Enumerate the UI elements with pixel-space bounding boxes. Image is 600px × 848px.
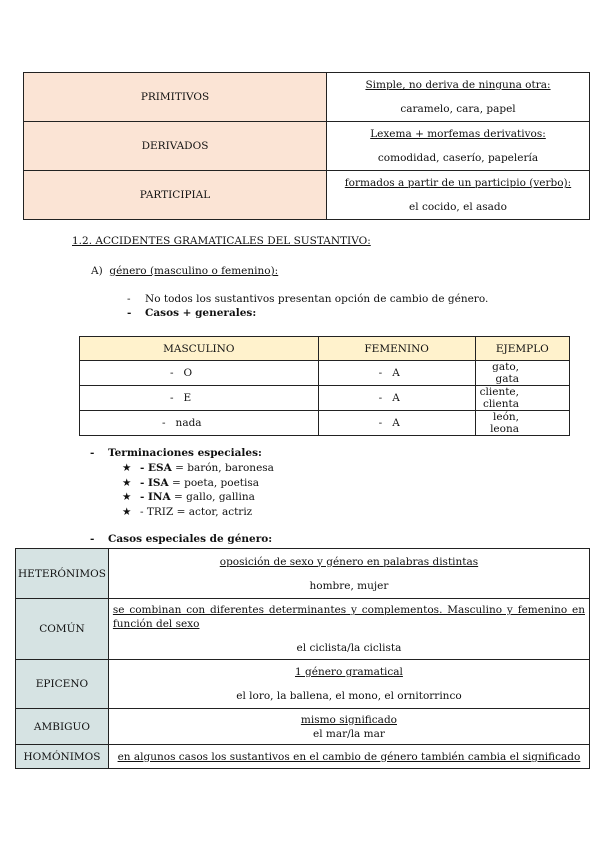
- row-label: PARTICIPIAL: [24, 171, 327, 220]
- row-label: HOMÓNIMOS: [16, 745, 109, 769]
- row-label: HETERÓNIMOS: [16, 549, 109, 599]
- table-row: [16, 745, 590, 769]
- table-row: [80, 361, 570, 386]
- star-icon: ★: [122, 505, 132, 518]
- list-item: [122, 476, 274, 491]
- example-text: el cocido, el asado: [409, 201, 507, 213]
- row-definition-cell: [327, 73, 590, 122]
- bullet-item: - Casos especiales de género:: [90, 533, 273, 545]
- row-definition-cell: [327, 171, 590, 220]
- special-cases-table: [15, 548, 590, 769]
- special-cases-title: Casos especiales de género:: [108, 533, 273, 545]
- special-endings-title: Terminaciones especiales:: [108, 447, 262, 459]
- table-row: [24, 73, 590, 122]
- table-cell: gato, gata: [475, 361, 569, 386]
- definition-text: oposición de sexo y género en palabras distintas: [219, 555, 479, 568]
- bullet-text: No todos los sustantivos presentan opción de cambio de género.: [145, 293, 489, 305]
- gender-table: [79, 336, 570, 436]
- list-item: [122, 505, 274, 520]
- special-endings-list: [122, 461, 274, 519]
- example-text: comodidad, caserío, papelería: [377, 152, 539, 164]
- row-label: DERIVADOS: [24, 122, 327, 171]
- table-row: [16, 660, 590, 709]
- subsection-text: género (masculino o femenino):: [109, 265, 279, 277]
- list-item: [122, 490, 274, 505]
- row-label: AMBIGUO: [16, 709, 109, 745]
- star-icon: ★: [122, 462, 132, 474]
- table-cell: león, leona: [475, 411, 569, 436]
- table-header-row: [80, 337, 570, 361]
- row-label: EPICENO: [16, 660, 109, 709]
- example-text: el loro, la ballena, el mono, el ornitorrinco: [236, 690, 462, 702]
- list-item: [122, 461, 274, 476]
- suffix: - ESA: [140, 462, 172, 474]
- table-row: [16, 549, 590, 599]
- suffix: - INA: [140, 491, 171, 503]
- row-definition-cell: [108, 709, 589, 745]
- table-cell: cliente, clienta: [475, 386, 569, 411]
- subsection-heading: [91, 265, 278, 277]
- row-definition-cell: [108, 660, 589, 709]
- table-cell: - nada: [80, 411, 319, 436]
- example: = barón, baronesa: [171, 462, 274, 474]
- table-cell: - O: [80, 361, 319, 386]
- example: = poeta, poetisa: [168, 476, 260, 489]
- definition-text: formados a partir de un participio (verbo):: [344, 177, 572, 189]
- star-icon: ★: [122, 491, 132, 503]
- bullet-item: - No todos los sustantivos presentan opción de cambio de género.: [127, 293, 489, 305]
- example-text: el ciclista/la ciclista: [296, 642, 402, 654]
- table-row: [24, 122, 590, 171]
- definition-text: Lexema + morfemas derivativos:: [370, 128, 546, 140]
- example: = actor, actriz: [173, 505, 253, 518]
- table-cell: - A: [318, 386, 475, 411]
- row-definition-cell: [108, 745, 589, 769]
- definition-text: en algunos casos los sustantivos en el cambio de género también cambia el significado: [117, 750, 581, 763]
- row-definition-cell: [108, 599, 589, 660]
- column-header: EJEMPLO: [475, 337, 569, 361]
- suffix: - ISA: [140, 476, 169, 489]
- bullet-text: Casos + generales:: [145, 307, 257, 319]
- star-icon: ★: [122, 476, 132, 489]
- table-cell: - A: [318, 411, 475, 436]
- bullet-item: - Terminaciones especiales:: [90, 447, 262, 459]
- definition-text: se combinan con diferentes determinantes y complementos. Masculino y femenino en función del sexo: [112, 604, 585, 630]
- word-formation-table: [23, 72, 590, 220]
- example: = gallo, gallina: [170, 491, 255, 503]
- row-label: PRIMITIVOS: [24, 73, 327, 122]
- subsection-letter: A): [91, 265, 103, 277]
- table-row: [16, 599, 590, 660]
- row-definition-cell: [108, 549, 589, 599]
- row-definition-cell: [327, 122, 590, 171]
- table-row: [24, 171, 590, 220]
- definition-text: mismo significado: [300, 713, 397, 726]
- example-text: el mar/la mar: [313, 727, 385, 740]
- example-text: caramelo, cara, papel: [400, 103, 516, 115]
- example-text: hombre, mujer: [309, 579, 389, 592]
- table-cell: - E: [80, 386, 319, 411]
- definition-text: 1 género gramatical: [295, 666, 403, 678]
- column-header: MASCULINO: [80, 337, 319, 361]
- suffix: - TRIZ: [140, 505, 174, 518]
- definition-text: Simple, no deriva de ninguna otra:: [365, 79, 551, 91]
- bullet-item: - Casos + generales:: [127, 307, 257, 319]
- table-row: [16, 709, 590, 745]
- table-row: [80, 411, 570, 436]
- section-title: 1.2. ACCIDENTES GRAMATICALES DEL SUSTANTIVO:: [72, 235, 371, 247]
- row-label: COMÚN: [16, 599, 109, 660]
- table-row: [80, 386, 570, 411]
- column-header: FEMENINO: [318, 337, 475, 361]
- table-cell: - A: [318, 361, 475, 386]
